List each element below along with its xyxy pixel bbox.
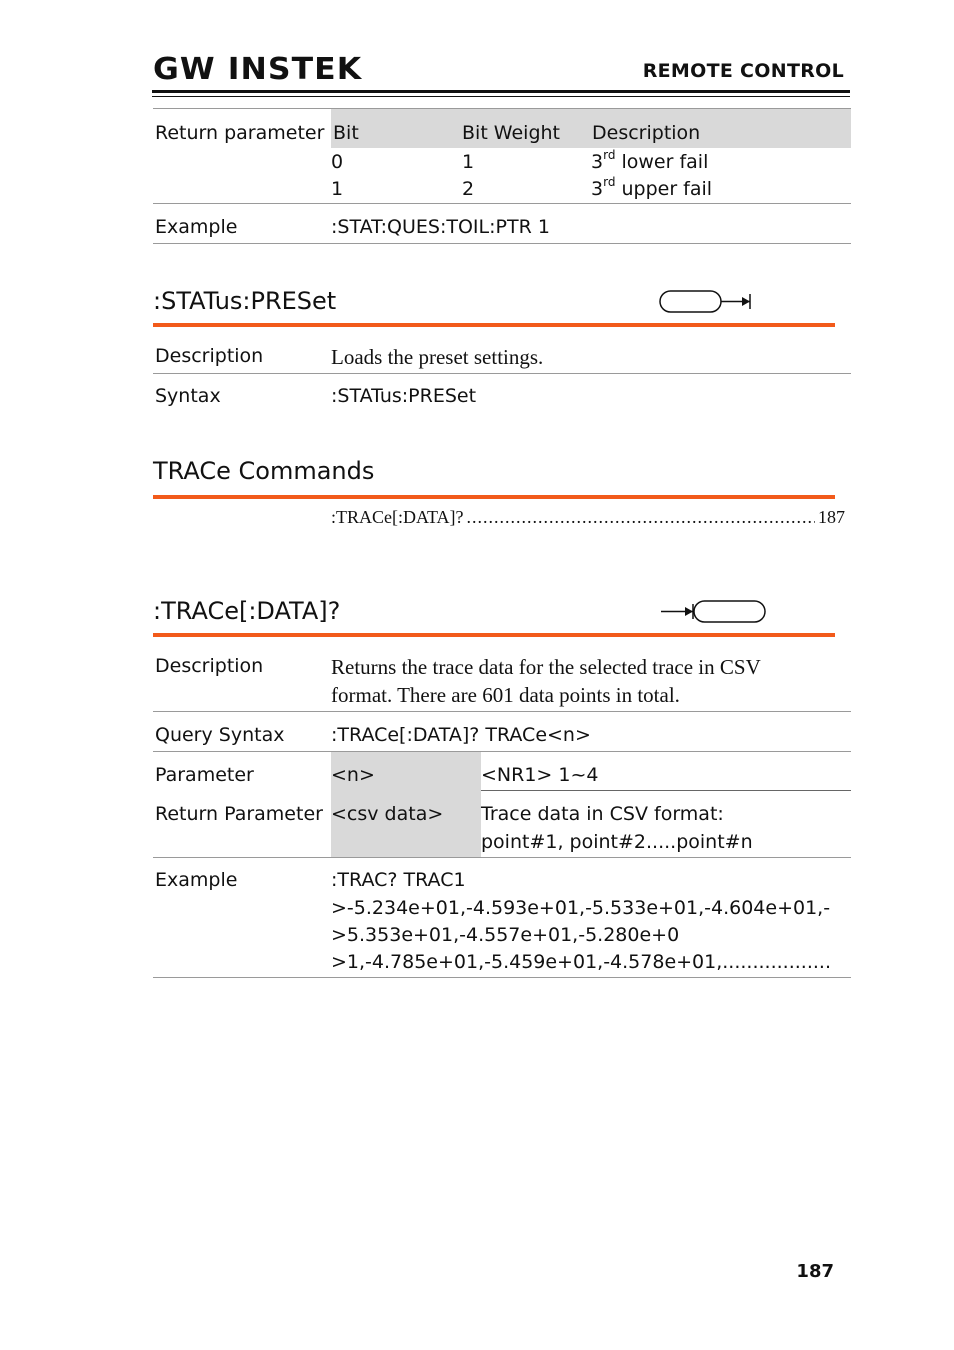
description-line: Returns the trace data for the selected trace in CSV <box>331 655 761 679</box>
description-line: format. There are 601 data points in total. <box>331 683 680 707</box>
toc-page-number: 187 <box>818 507 845 527</box>
row-label-example: Example <box>155 216 238 238</box>
return-parameter-name: <csv data> <box>331 803 444 825</box>
parameter-value: <NR1> 1~4 <box>481 764 599 786</box>
row-label-example: Example <box>155 869 238 891</box>
example-line: >-5.234e+01,-4.593e+01,-5.533e+01,-4.604e+01,- <box>331 897 831 919</box>
chapter-title: REMOTE CONTROL <box>642 60 844 82</box>
table-bottom-rule <box>153 977 851 978</box>
toc-entry-trace-data[interactable] <box>331 507 845 528</box>
table-header-shade <box>331 109 851 148</box>
header-rule <box>152 90 850 93</box>
syntax-value: :STATus:PRESet <box>331 385 477 407</box>
query-command-icon <box>659 599 769 625</box>
section-title-trace-data: :TRACe[:DATA]? <box>153 597 341 625</box>
table-row-divider <box>153 751 851 752</box>
table-cell-bit: 0 <box>331 151 344 173</box>
table-row-divider <box>153 373 851 374</box>
table-cell-description: 3rd lower fail <box>591 148 709 173</box>
example-line: :TRAC? TRAC1 <box>331 869 466 891</box>
query-syntax-value: :TRACe[:DATA]? TRACe<n> <box>331 724 591 746</box>
row-label-description: Description <box>155 655 264 677</box>
section-underline <box>153 495 835 499</box>
table-cell-weight: 2 <box>462 178 475 200</box>
column-header-description: Description <box>592 122 701 144</box>
example-line: >5.353e+01,-4.557e+01,-5.280e+0 <box>331 924 680 946</box>
description-value: Loads the preset settings. <box>331 345 544 369</box>
row-label-query-syntax: Query Syntax <box>155 724 285 746</box>
row-label-return-parameter: Return parameter <box>155 122 325 144</box>
table-cell-description: 3rd upper fail <box>591 175 713 200</box>
column-header-bit-weight: Bit Weight <box>462 122 560 144</box>
table-cell-weight: 1 <box>462 151 475 173</box>
table-cell-bit: 1 <box>331 178 344 200</box>
section-title-status-preset: :STATus:PRESet <box>153 287 337 315</box>
toc-leader-dots <box>467 507 815 528</box>
row-label-return-parameter: Return Parameter <box>155 803 323 825</box>
table-row-divider <box>153 203 851 204</box>
row-label-description: Description <box>155 345 264 367</box>
toc-entry-label: :TRACe[:DATA]? <box>331 507 464 527</box>
column-header-bit: Bit <box>333 122 359 144</box>
section-underline <box>153 323 835 327</box>
table-bottom-rule <box>153 243 851 244</box>
row-label-syntax: Syntax <box>155 385 221 407</box>
brand-logo: GW INSTEK <box>153 52 363 87</box>
example-line: >1,-4.785e+01,-5.459e+01,-4.578e+01,.................. <box>331 951 831 973</box>
header-rule-thin <box>152 96 850 97</box>
row-label-parameter: Parameter <box>155 764 254 786</box>
return-parameter-line: Trace data in CSV format: <box>481 803 724 825</box>
parameter-name: <n> <box>331 764 375 786</box>
return-parameter-line: point#1, point#2.....point#n <box>481 831 753 853</box>
table-row-divider <box>481 790 851 791</box>
set-command-icon <box>658 289 758 315</box>
page-number: 187 <box>796 1261 834 1282</box>
section-underline <box>153 633 835 637</box>
example-value: :STAT:QUES:TOIL:PTR 1 <box>331 216 550 238</box>
section-title-trace-commands: TRACe Commands <box>153 457 375 485</box>
table-row-divider <box>153 857 851 858</box>
table-row-divider <box>153 711 851 712</box>
